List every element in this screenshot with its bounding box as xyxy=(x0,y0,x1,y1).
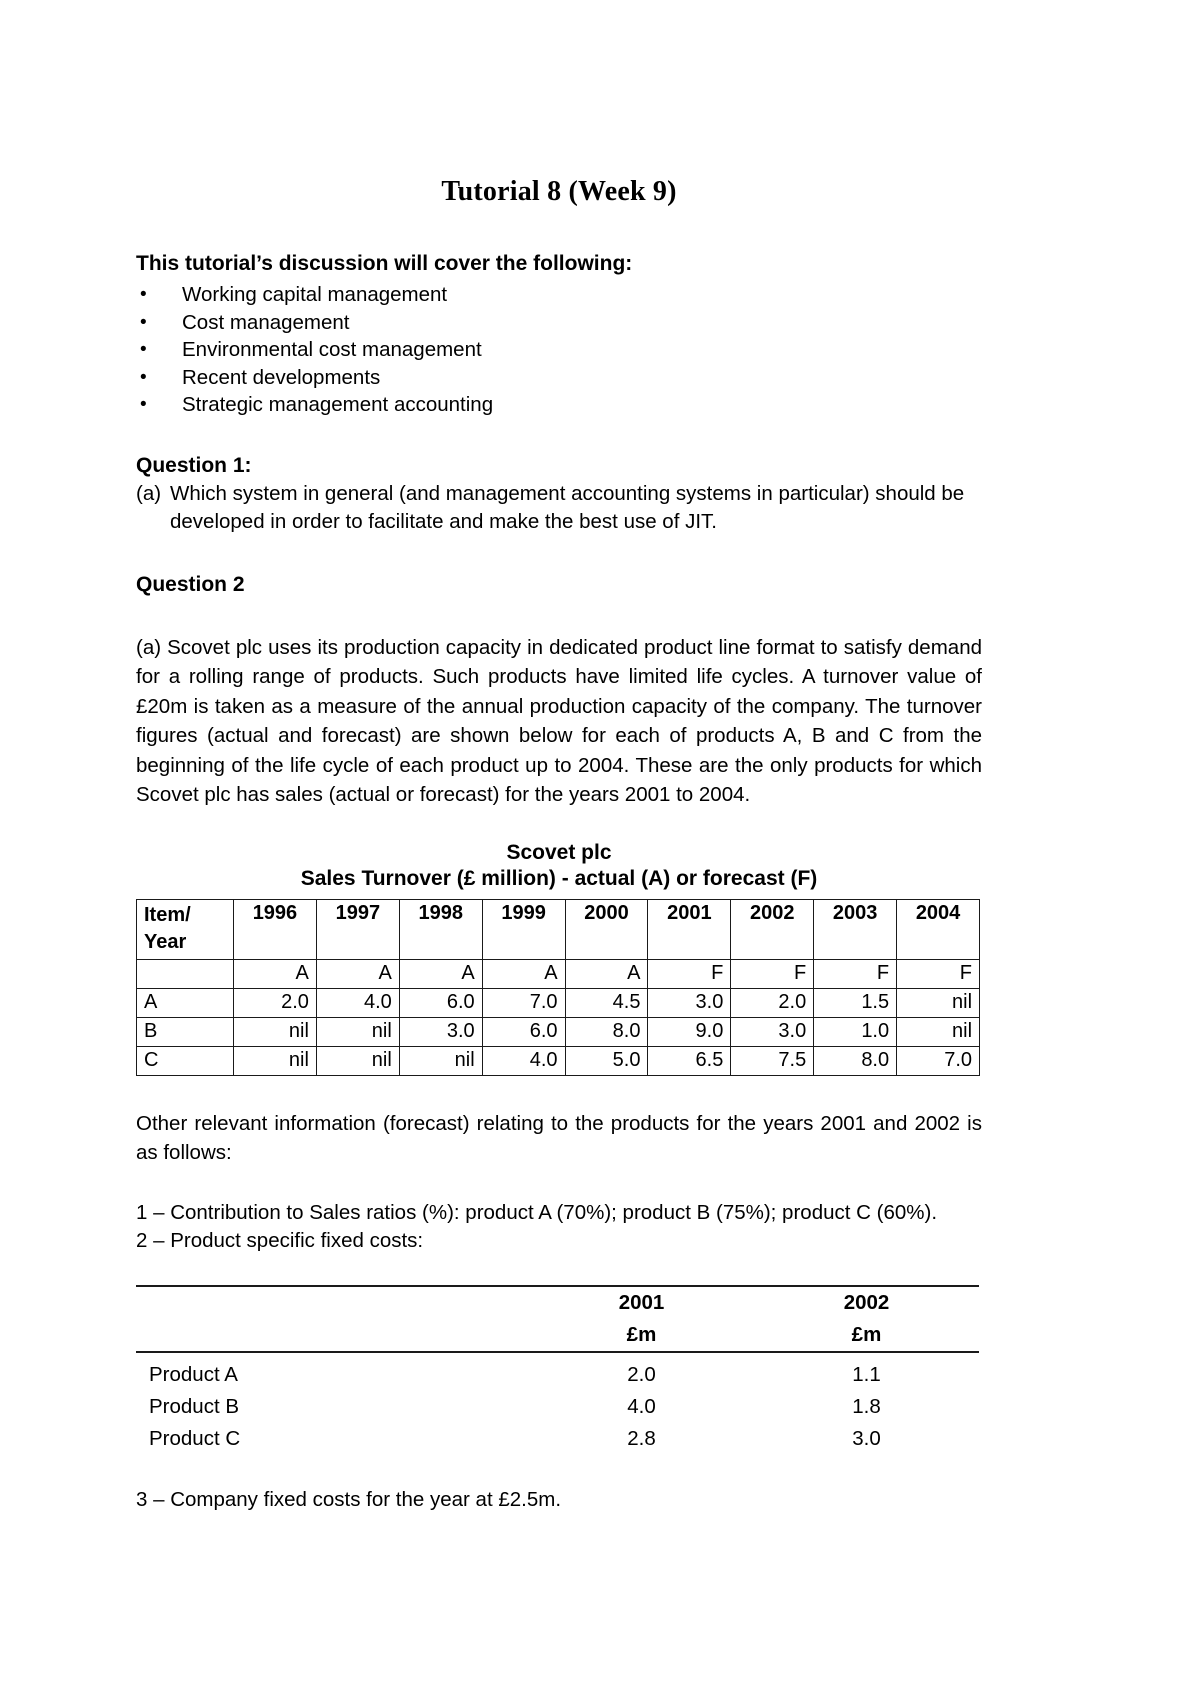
table-row xyxy=(137,1017,980,1046)
table-cell: nil xyxy=(399,1046,482,1075)
row-label: Product C xyxy=(149,1426,241,1450)
question-2-paragraph: (a) Scovet plc uses its production capacity in dedicated product line format to satisfy demand for a rolling range of products. Such products have limited life cycles. A turnover value of £20m is taken as a measure of the annual production capacity of the company. The turnover figures (actual and forecast) are shown below for each of products A, B and C from the beginning of the life cycle of each product up to 2004. These are the only products for which Scovet plc has sales (actual or forecast) for the years 2001 to 2004. xyxy=(136,635,982,806)
table-cell: 6.0 xyxy=(399,988,482,1017)
table-cell: nil xyxy=(234,1046,317,1075)
table-cell: 7.0 xyxy=(482,988,565,1017)
column-header-year: 1998 xyxy=(399,899,482,959)
row-label: Product B xyxy=(149,1394,240,1418)
column-header-year: 2004 xyxy=(897,899,980,959)
sales-table-caption-line-1: Scovet plc xyxy=(506,840,612,864)
table-cell: 5.0 xyxy=(565,1046,648,1075)
actual-forecast-flag: F xyxy=(897,959,980,988)
actual-forecast-flag: F xyxy=(731,959,814,988)
row-label: A xyxy=(137,988,234,1017)
row-label: B xyxy=(137,1017,234,1046)
bullet-icon: • xyxy=(140,284,147,305)
list-item xyxy=(136,391,982,419)
table-unit-row xyxy=(136,1319,979,1352)
table-row xyxy=(136,1391,979,1423)
table-cell: 2.0 xyxy=(627,1362,656,1386)
table-cell: 1.0 xyxy=(814,1017,897,1046)
table-cell: nil xyxy=(316,1046,399,1075)
list-item xyxy=(136,336,982,364)
column-header-year: 2001 xyxy=(529,1286,754,1319)
list-item-label: Working capital management xyxy=(182,283,448,306)
row-label: C xyxy=(137,1046,234,1075)
sales-turnover-table xyxy=(136,899,980,1076)
table-cell: 7.0 xyxy=(897,1046,980,1075)
bullet-icon: • xyxy=(140,394,147,415)
row-label-header xyxy=(136,1286,529,1319)
list-item-label: Cost management xyxy=(182,310,350,334)
actual-forecast-flag: A xyxy=(316,959,399,988)
table-cell: 4.0 xyxy=(316,988,399,1017)
table-cell: 3.0 xyxy=(648,988,731,1017)
table-header-row xyxy=(137,899,980,959)
note-line: 1 – Contribution to Sales ratios (%): product A (70%); product B (75%); product C (60%). xyxy=(136,1200,938,1224)
mid-paragraph: Other relevant information (forecast) relating to the products for the years 2001 and 2002 is as follows: xyxy=(136,1111,982,1164)
table-cell: 4.0 xyxy=(627,1394,656,1418)
table-row xyxy=(137,959,980,988)
table-cell: 3.0 xyxy=(399,1017,482,1046)
row-label: Product A xyxy=(149,1362,238,1386)
column-header-year: 2002 xyxy=(754,1286,979,1319)
question-2-heading: Question 2 xyxy=(136,572,245,596)
corner-header-cell xyxy=(137,899,234,959)
table-cell: 4.0 xyxy=(482,1046,565,1075)
column-header-unit: £m xyxy=(754,1319,979,1352)
actual-forecast-flag: A xyxy=(399,959,482,988)
column-header-year: 1997 xyxy=(316,899,399,959)
table-cell: 6.5 xyxy=(648,1046,731,1075)
list-item-label: Strategic management accounting xyxy=(182,393,494,416)
table-cell: 3.0 xyxy=(852,1426,881,1450)
column-header-year: 1996 xyxy=(234,899,317,959)
closing-note-block xyxy=(136,1455,982,1514)
table-header-row xyxy=(136,1286,979,1319)
topic-list xyxy=(136,277,982,419)
note-line: 2 – Product specific fixed costs: xyxy=(136,1228,424,1252)
page-title: Tutorial 8 (Week 9) xyxy=(441,176,677,207)
sales-table-caption-line-2: Sales Turnover (£ million) - actual (A) or forecast (F) xyxy=(300,867,818,890)
table-cell: 8.0 xyxy=(565,1017,648,1046)
table-cell: 3.0 xyxy=(731,1017,814,1046)
column-header-unit: £m xyxy=(529,1319,754,1352)
table-row xyxy=(136,1359,979,1391)
table-cell: 1.5 xyxy=(814,988,897,1017)
list-item-label: Recent developments xyxy=(182,365,381,389)
actual-forecast-flag: F xyxy=(648,959,731,988)
row-label xyxy=(137,959,234,988)
bullet-icon: • xyxy=(140,311,147,333)
spacer-row xyxy=(136,1352,979,1359)
table-cell: 1.1 xyxy=(852,1362,881,1386)
table-cell: 4.5 xyxy=(565,988,648,1017)
table-cell: 1.8 xyxy=(852,1394,881,1418)
intro-heading: This tutorial’s discussion will cover the following: xyxy=(136,252,633,275)
table-row xyxy=(136,1423,979,1455)
actual-forecast-flag: F xyxy=(814,959,897,988)
column-header-year: 2000 xyxy=(565,899,648,959)
table-cell: 2.0 xyxy=(731,988,814,1017)
column-header-year: 2002 xyxy=(731,899,814,959)
list-item xyxy=(136,281,982,309)
question-1-item-marker: (a) xyxy=(136,481,162,505)
bullet-icon: • xyxy=(140,366,147,388)
actual-forecast-flag: A xyxy=(234,959,317,988)
column-header-year: 2003 xyxy=(814,899,897,959)
table-row xyxy=(137,1046,980,1075)
table-cell: 7.5 xyxy=(731,1046,814,1075)
table-cell: 2.0 xyxy=(234,988,317,1017)
table-cell: 8.0 xyxy=(814,1046,897,1075)
bullet-icon: • xyxy=(140,339,147,360)
actual-forecast-flag: A xyxy=(482,959,565,988)
question-1-item-text: Which system in general (and management accounting systems in particular) should be developed in order to facilitate and make the best use of JIT. xyxy=(170,481,965,533)
notes-block xyxy=(136,1168,982,1255)
actual-forecast-flag: A xyxy=(565,959,648,988)
table-cell: 9.0 xyxy=(648,1017,731,1046)
fixed-costs-table xyxy=(136,1285,979,1455)
list-item xyxy=(136,364,982,392)
table-cell: nil xyxy=(897,988,980,1017)
table-cell: nil xyxy=(316,1017,399,1046)
page-content xyxy=(136,0,982,1514)
table-cell: nil xyxy=(234,1017,317,1046)
question-1-item xyxy=(136,479,982,536)
table-cell: 6.0 xyxy=(482,1017,565,1046)
unit-row-label xyxy=(136,1319,529,1352)
corner-header-line-1: Item/ xyxy=(144,903,191,926)
column-header-year: 1999 xyxy=(482,899,565,959)
sales-table-caption xyxy=(136,810,982,893)
table-row xyxy=(137,988,980,1017)
list-item-label: Environmental cost management xyxy=(182,338,482,361)
question-1-heading: Question 1: xyxy=(136,453,252,477)
list-item xyxy=(136,309,982,337)
table-cell: 2.8 xyxy=(627,1426,656,1450)
table-cell: nil xyxy=(897,1017,980,1046)
closing-note: 3 – Company fixed costs for the year at £2.5m. xyxy=(136,1487,562,1511)
corner-header-line-2: Year xyxy=(144,930,187,953)
column-header-year: 2001 xyxy=(648,899,731,959)
